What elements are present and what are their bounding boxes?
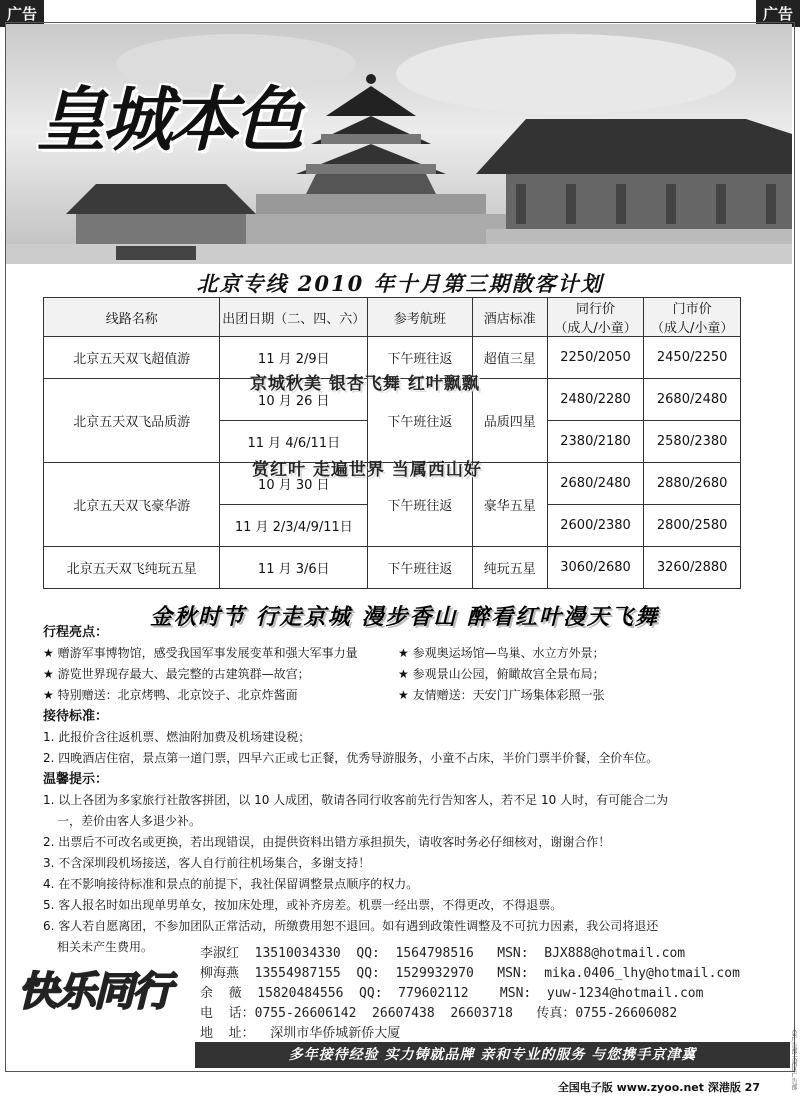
departure-date: 10 月 26 日 [220, 379, 368, 421]
standard-item: 1. 此报价含往返机票、燃油附加费及机场建设税； [43, 730, 311, 744]
col-route: 线路名称 [44, 298, 220, 337]
tip-item: 一，差价由客人多退少补。 [57, 814, 202, 828]
highlight-item: ★ 游览世界现存最大、最完整的古建筑群—故宫； [43, 667, 310, 681]
notes-section [43, 622, 743, 958]
highlight-row [43, 643, 743, 664]
hotel: 豪华五星 [472, 463, 547, 547]
peer-price: 2680/2480 [547, 463, 644, 505]
tips-title: 温馨提示： [43, 772, 109, 787]
page-footer: 全国电子版 www.zyoo.net 深港版 27 [557, 1081, 760, 1094]
highlight-item: ★ 赠游军事博物馆，感受我国军事发展变革和强大军事力量 [43, 646, 358, 660]
tip-item: 2. 出票后不可改名或更换，若出现错误，由提供资料出错方承担损失，请收客时务必仔细核对，谢谢合作！ [43, 835, 611, 849]
tip-item: 6. 客人若自愿离团，不参加团队正常活动，所缴费用恕不退回。如有遇到政策性调整及不可抗力因素，我公司将退还 [43, 919, 659, 933]
table-header-row [44, 298, 741, 337]
hotel: 纯玩五星 [472, 547, 547, 589]
col-peer-price: 同行价 （成人/小童） [547, 298, 644, 337]
tip-item: 1. 以上各团为多家旅行社散客拼团，以 10 人成团，敬请各同行收客前先行告知客人，若不足 10 人时，有可能合二为 [43, 793, 669, 807]
col-retail-price: 门市价 （成人/小童） [644, 298, 741, 337]
ad-tag-left: 广告 [0, 0, 44, 27]
retail-price: 2450/2250 [644, 337, 741, 379]
flight: 下午班往返 [368, 379, 473, 463]
col-hotel: 酒店标准 [472, 298, 547, 337]
table-row [44, 547, 741, 589]
flight: 下午班往返 [368, 463, 473, 547]
tip-item: 4. 在不影响接待标准和景点的前提下，我社保留调整景点顺序的权力。 [43, 877, 419, 891]
standard-item: 2. 四晚酒店住宿，景点第一道门票，四早六正或七正餐，优秀导游服务，小童不占床，半价门票半价餐，全价车位。 [43, 751, 659, 765]
autumn-banner: 金秋时节 行走京城 漫步香山 醉看红叶漫天飞舞 [150, 604, 659, 630]
brand-title: 皇城本色 [36, 78, 300, 161]
peer-price: 2480/2280 [547, 379, 644, 421]
hotel: 超值三星 [472, 337, 547, 379]
contact-block [200, 944, 740, 1044]
highlight-item: ★ 特别赠送：北京烤鸭、北京饺子、北京炸酱面 [43, 688, 298, 702]
slogan-red-leaves: 赏红叶 走遍世界 当属西山好 [252, 460, 482, 480]
plan-subtitle: 北京专线 2010 年十月第三期散客计划 [196, 271, 604, 296]
contact-line: 地 址： 深圳市华侨城新侨大厦 [200, 1026, 401, 1041]
ad-tag-right: 广告 [756, 0, 800, 27]
highlight-row [43, 685, 743, 706]
col-flight: 参考航班 [368, 298, 473, 337]
route-name: 北京五天双飞超值游 [44, 337, 220, 379]
contact-line: 电 话：0755-26606142 26607438 26603718 传真：0755-26606082 [200, 1006, 678, 1021]
flight: 下午班往返 [368, 337, 473, 379]
tip-item: 3. 不含深圳段机场接送，客人自行前往机场集合，多谢支持！ [43, 856, 371, 870]
highlight-item: ★ 参观奥运场馆—鸟巢、水立方外景； [398, 646, 605, 660]
highlight-item: ★ 友情赠送：天安门广场集体彩照一张 [398, 688, 605, 702]
side-note: 总广告部天河区广告部 [790, 1030, 797, 1090]
price-table [43, 297, 741, 589]
departure-date: 11 月 4/6/11日 [220, 421, 368, 463]
route-name: 北京五天双飞品质游 [44, 379, 220, 463]
departure-date: 10 月 30 日 [220, 463, 368, 505]
peer-price: 2600/2380 [547, 505, 644, 547]
retail-price: 2880/2680 [644, 463, 741, 505]
route-name: 北京五天双飞豪华游 [44, 463, 220, 547]
retail-price: 2680/2480 [644, 379, 741, 421]
contact-line: 柳海燕 13554987155 QQ: 1529932970 MSN: mika.0406_lhy@hotmail.com [200, 966, 740, 981]
peer-price: 3060/2680 [547, 547, 644, 589]
hotel: 品质四星 [472, 379, 547, 463]
slogan-autumn: 京城秋美 银杏飞舞 红叶飘飘 [250, 374, 480, 394]
contact-line: 余 薇 15820484556 QQ: 779602112 MSN: yuw-1234@hotmail.com [200, 986, 704, 1001]
highlight-item: ★ 参观景山公园，俯瞰故宫全景布局； [398, 667, 605, 681]
footer-slogan-band: 多年接待经验 实力铸就品牌 亲和专业的服务 与您携手京津冀 [195, 1042, 790, 1068]
peer-price: 2250/2050 [547, 337, 644, 379]
tip-item: 相关未产生费用。 [57, 940, 154, 954]
tip-item: 5. 客人报名时如出现单男单女，按加床处理，或补齐房差。机票一经出票，不得更改，不得退票。 [43, 898, 563, 912]
contact-line: 李淑红 13510034330 QQ: 1564798516 MSN: BJX888@hotmail.com [200, 946, 686, 961]
flight: 下午班往返 [368, 547, 473, 589]
retail-price: 3260/2880 [644, 547, 741, 589]
departure-date: 11 月 2/9日 [220, 337, 368, 379]
col-dates: 出团日期（二、四、六） [220, 298, 368, 337]
retail-price: 2800/2580 [644, 505, 741, 547]
departure-date: 11 月 2/3/4/9/11日 [220, 505, 368, 547]
retail-price: 2580/2380 [644, 421, 741, 463]
peer-price: 2380/2180 [547, 421, 644, 463]
route-name: 北京五天双飞纯玩五星 [44, 547, 220, 589]
company-logo: 快乐同行 [18, 969, 170, 1015]
highlights-title: 行程亮点： [43, 625, 109, 640]
standards-title: 接待标准： [43, 709, 109, 724]
highlight-row [43, 664, 743, 685]
departure-date: 11 月 3/6日 [220, 547, 368, 589]
hero-image [6, 24, 792, 264]
